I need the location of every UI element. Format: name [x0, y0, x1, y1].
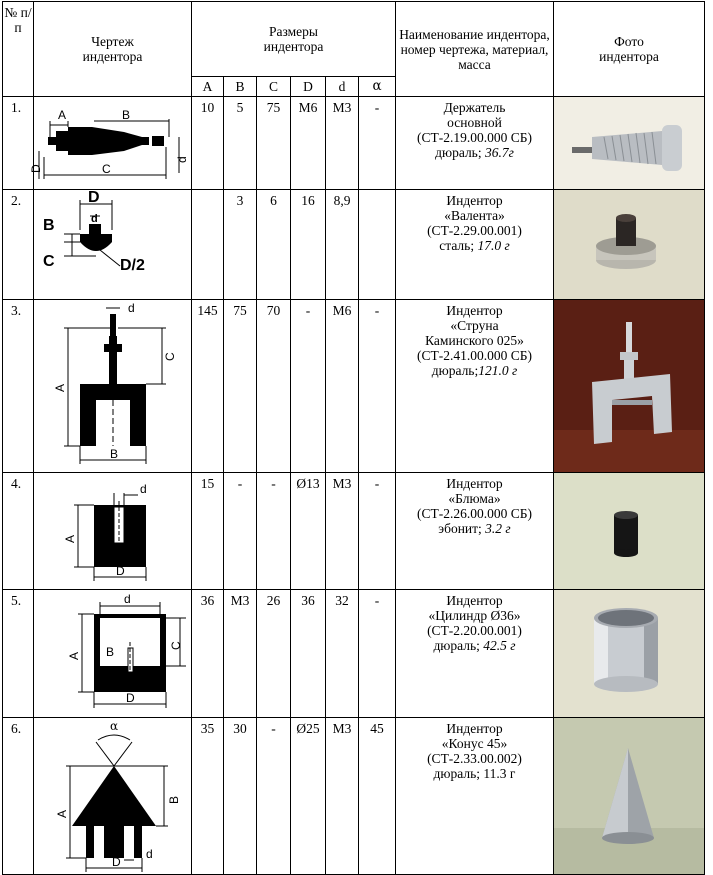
label-b: B [43, 217, 55, 234]
mass-value: 121.0 г [478, 363, 518, 378]
val-d-lower: М3 [326, 473, 359, 590]
indenter-name: Держатель основной (СТ-2.19.00.000 СБ) дюраль; 36.7г [396, 97, 554, 190]
col-header-d-lower: d [326, 77, 359, 97]
val-d-upper: Ø13 [291, 473, 326, 590]
label-c: C [102, 162, 111, 176]
label-a: A [58, 108, 67, 122]
table-row [3, 473, 705, 590]
label-a: A [55, 809, 69, 818]
bluma-photo-icon [554, 473, 704, 589]
indenter-name: Индентор «Валента» (СТ-2.29.00.001) сталь; 17.0 г [396, 190, 554, 300]
table-row [3, 190, 705, 300]
label-a: A [53, 383, 67, 392]
val-d-lower: М6 [326, 300, 359, 473]
table-row [3, 590, 705, 718]
val-d-lower: 32 [326, 590, 359, 718]
val-d-lower: М3 [326, 97, 359, 190]
val-b: 75 [224, 300, 257, 473]
label-d-upper: D [88, 189, 100, 206]
mass-value: 17.0 г [477, 238, 510, 253]
mass-value: 11.3 г [483, 766, 516, 781]
cone-drawing [34, 718, 192, 875]
row-number: 1. [3, 97, 34, 190]
photo-cell [554, 590, 705, 718]
label-c: C [163, 352, 177, 361]
val-c: - [257, 473, 291, 590]
row-number: 3. [3, 300, 34, 473]
indenter-name: Индентор «Конус 45» (СТ-2.33.00.002) дюраль; 11.3 г [396, 718, 554, 875]
val-alpha: - [359, 300, 396, 473]
string-photo-icon [554, 300, 704, 472]
mass-value: 42.5 г [483, 638, 516, 653]
cylinder-photo-icon [554, 590, 704, 717]
label-d-upper: D [126, 691, 135, 705]
table-row [3, 300, 705, 473]
label-d-lower: d [128, 301, 135, 315]
val-a: 15 [192, 473, 224, 590]
photo-cell [554, 190, 705, 300]
label-d-half: D/2 [120, 257, 145, 274]
val-b: М3 [224, 590, 257, 718]
val-c: 70 [257, 300, 291, 473]
label-a: A [67, 651, 81, 660]
col-header-b: B [224, 77, 257, 97]
val-d-upper: 16 [291, 190, 326, 300]
val-a: 35 [192, 718, 224, 875]
val-a: 36 [192, 590, 224, 718]
val-d-upper: М6 [291, 97, 326, 190]
indenter-table [2, 1, 705, 875]
val-d-upper: 36 [291, 590, 326, 718]
table-row [3, 718, 705, 875]
label-d-lower: d [124, 592, 131, 606]
val-d-lower: М3 [326, 718, 359, 875]
cone-photo-icon [554, 718, 704, 874]
photo-cell [554, 300, 705, 473]
val-d-lower: 8,9 [326, 190, 359, 300]
val-alpha: - [359, 473, 396, 590]
row-number: 2. [3, 190, 34, 300]
label-d-lower: d [91, 213, 98, 225]
col-header-alpha: α [359, 77, 396, 97]
string-drawing [34, 300, 192, 473]
label-c: C [43, 253, 55, 270]
col-header-c: C [257, 77, 291, 97]
val-c: 75 [257, 97, 291, 190]
val-c: - [257, 718, 291, 875]
indenter-name: Индентор «Цилиндр Ø36» (СТ-2.20.00.001) дюраль; 42.5 г [396, 590, 554, 718]
row-number: 4. [3, 473, 34, 590]
label-a: A [63, 534, 77, 543]
row-number: 6. [3, 718, 34, 875]
row-number: 5. [3, 590, 34, 718]
label-alpha: α [110, 719, 119, 733]
label-b: B [167, 795, 181, 804]
label-b: B [110, 447, 119, 461]
val-a: 10 [192, 97, 224, 190]
label-d-lower: d [146, 847, 153, 861]
label-b: B [122, 108, 131, 122]
val-d-upper: Ø25 [291, 718, 326, 875]
label-d-upper: D [116, 564, 125, 578]
val-d-upper: - [291, 300, 326, 473]
header-drawing: Чертеж индентора [34, 2, 192, 97]
label-d-lower: d [140, 482, 147, 496]
val-alpha [359, 190, 396, 300]
table-row [3, 97, 705, 190]
valenta-photo-icon [554, 190, 704, 299]
val-alpha: - [359, 97, 396, 190]
header-photo: Фото индентора [554, 2, 705, 97]
photo-cell [554, 97, 705, 190]
photo-cell [554, 718, 705, 875]
label-d-upper: D [112, 855, 121, 869]
cylinder-drawing [34, 590, 192, 718]
col-header-d-upper: D [291, 77, 326, 97]
indenter-name: Индентор «Блюма» (СТ-2.26.00.000 СБ) эбонит; 3.2 г [396, 473, 554, 590]
val-c: 26 [257, 590, 291, 718]
label-c: C [169, 641, 183, 650]
mass-value: 36.7г [484, 145, 514, 160]
indenter-name: Индентор «Струна Каминского 025» (СТ-2.41.00.000 СБ) дюраль;121.0 г [396, 300, 554, 473]
label-d-upper: D [29, 164, 43, 173]
mass-value: 3.2 г [485, 521, 511, 536]
header-name: Наименование индентора, номер чертежа, материал, масса [396, 2, 554, 97]
header-num: № п/п [3, 2, 34, 97]
val-alpha: 45 [359, 718, 396, 875]
label-d-lower: d [175, 156, 189, 163]
val-a: 145 [192, 300, 224, 473]
val-a [192, 190, 224, 300]
bluma-drawing [34, 473, 192, 590]
val-b: - [224, 473, 257, 590]
val-b: 3 [224, 190, 257, 300]
holder-photo-icon [554, 97, 704, 189]
holder-drawing [29, 97, 192, 190]
valenta-drawing [34, 190, 192, 300]
val-b: 5 [224, 97, 257, 190]
val-b: 30 [224, 718, 257, 875]
col-header-a: A [192, 77, 224, 97]
val-c: 6 [257, 190, 291, 300]
header-dims: Размеры индентора [192, 2, 396, 77]
val-alpha: - [359, 590, 396, 718]
photo-cell [554, 473, 705, 590]
label-b: B [106, 645, 115, 659]
